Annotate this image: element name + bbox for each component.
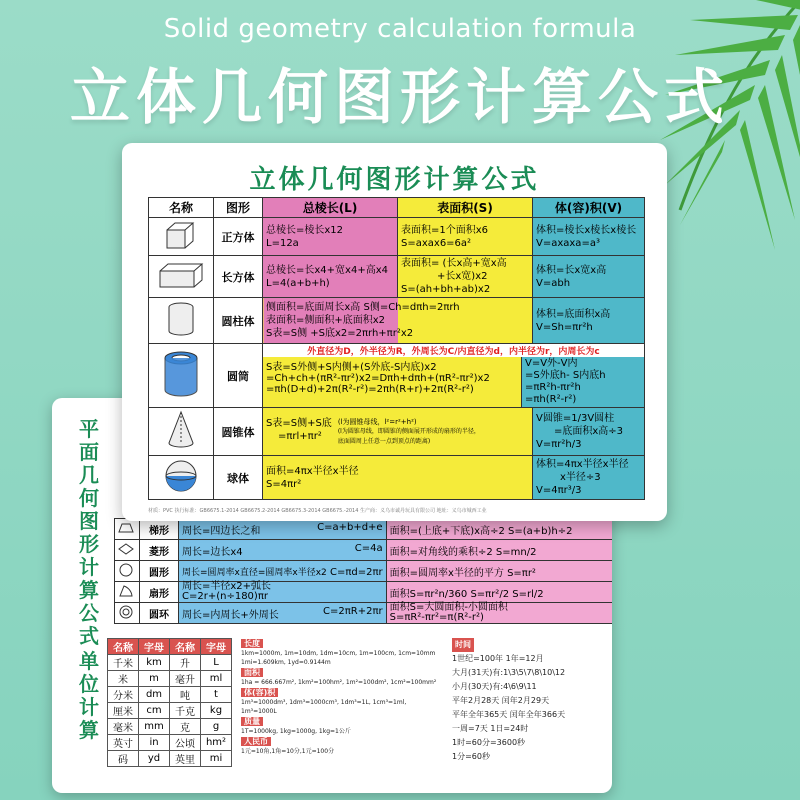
vertical-title-plane: [74, 418, 104, 648]
volume-line: 1m³=1000L: [241, 708, 277, 715]
shape-name: 圆柱体: [214, 298, 263, 344]
sector-icon: [115, 582, 140, 603]
cone-formula-note: [338, 417, 480, 447]
unit-conversion-column: [241, 638, 441, 756]
shape-name: 梯形: [140, 519, 179, 540]
vertical-title-plane-text: 平面几何图形计算公式: [79, 417, 99, 648]
unit-letter: g: [201, 719, 232, 735]
time-column: [452, 638, 602, 764]
formula-line: 体积=底面积x高: [536, 308, 611, 320]
table-row: [108, 671, 232, 687]
cube-icon: [149, 218, 214, 256]
table-header-row: [149, 198, 645, 218]
cone-formula-wrap: [266, 417, 529, 447]
formula-line: V圆锥=1/3V圆柱: [536, 413, 615, 424]
front-card-footer: 材质：PVC 执行标准：GB6675.1-2014 GB6675.2-2014 GB6675.3-2014 GB6675.-2014 生产商：义乌市诚丹玩具有限公司 地址：义乌市城西工业: [148, 508, 487, 514]
formula-note-line: (l为圆锥母线，l²=r²+h²): [337, 417, 417, 426]
shape-name: 长方体: [214, 256, 263, 298]
perimeter-formula: C=2πR+2πr: [323, 605, 383, 617]
volume-cell: [533, 256, 645, 298]
area-cell: [386, 582, 612, 603]
formula-line: 总棱长=长x4+宽x4+高x4: [266, 264, 388, 276]
time-line: 平年2月28天 闰年2月29天: [452, 696, 550, 705]
rhombus-icon: [115, 540, 140, 561]
area-text: 面积S=πr²n/360: [389, 588, 468, 600]
area-formula: S=πr²: [507, 567, 536, 579]
shape-name: 正方体: [214, 218, 263, 256]
area-formula: S=πr²/2 S=rl/2: [470, 588, 544, 600]
cuboid-icon: [149, 256, 214, 298]
area-cell: [386, 519, 612, 540]
unit-letter: L: [201, 655, 232, 671]
header-surface-area: 表面积(S): [398, 198, 533, 218]
table-row: [115, 540, 613, 561]
area-cell: [386, 603, 612, 624]
unit-name: 米: [108, 671, 139, 687]
formula-line: =S外底h- S内底h: [525, 370, 606, 381]
table-row: [115, 603, 613, 624]
unit-name: 升: [170, 655, 201, 671]
banner-title-chinese: 立体几何图形计算公式: [70, 63, 730, 133]
table-row: [108, 655, 232, 671]
unit-table: [107, 638, 232, 767]
table-row: [149, 408, 645, 456]
area-formula: S=(a+b)h÷2: [508, 525, 573, 537]
formula-line: 总棱长=棱长x12: [266, 224, 344, 236]
formula-line: S=4πr²: [266, 478, 302, 490]
area-text: 面积=对角线的乘积÷2: [389, 546, 493, 558]
vertical-title-units: [74, 650, 104, 742]
header-shape: 图形: [214, 198, 263, 218]
unit-name: 千米: [108, 655, 139, 671]
front-card-solid-geometry: [122, 143, 667, 521]
time-line: 1分=60秒: [452, 752, 490, 761]
volume-tag: 体(容)积: [241, 688, 278, 697]
volume-cell: [533, 298, 645, 344]
tube-icon: [149, 344, 214, 408]
unit-name: 千克: [170, 703, 201, 719]
formula-line: =πh(R²-r²): [525, 394, 577, 405]
table-row: [115, 561, 613, 582]
formula-line: 面积=4πx半径x半径: [266, 465, 359, 477]
table-row: [108, 703, 232, 719]
unit-name: 克: [170, 719, 201, 735]
formula-line: S表=S侧 +S底x2=2πrh+πr²x2: [266, 328, 414, 339]
table-header-row: [108, 639, 232, 655]
mass-tag: 质量: [241, 717, 263, 726]
unit-letter: dm: [139, 687, 170, 703]
plane-formula-table: [114, 518, 612, 624]
perimeter-formula: C=2r+(n÷180)πr: [182, 591, 268, 602]
formula-line: V=4πr³/3: [536, 485, 582, 496]
formula-line: +长x宽)x2: [437, 271, 488, 282]
formula-line: V=abh: [536, 277, 571, 289]
shape-name: 球体: [214, 456, 263, 500]
perimeter-formula: C=πd=2πr: [329, 566, 383, 578]
perimeter-cell: [179, 582, 387, 603]
time-line: 一周=7天 1日=24时: [452, 724, 529, 733]
formula-line: S表=S侧+S底: [266, 417, 332, 429]
formula-line: =Ch+ch+(πR²-πr²)x2=Dπh+dπh+(πR²-πr²)x2: [266, 373, 490, 384]
currency-line: 1元=10角,1角=10分,1元=100分: [241, 748, 335, 755]
header-cell: 字母: [201, 639, 232, 655]
unit-letter: mi: [201, 751, 232, 767]
currency-section: [241, 736, 441, 756]
mass-section: [241, 716, 441, 736]
mass-line: 1T=1000kg, 1kg=1000g, 1kg=1公斤: [241, 728, 351, 735]
table-row: [149, 344, 645, 408]
edge-length-cell: [263, 218, 398, 256]
perimeter-cell: [179, 519, 387, 540]
trapezoid-icon: [115, 519, 140, 540]
time-line: 1世纪=100年 1年=12月: [452, 654, 544, 663]
header-edge-length: 总棱长(L): [263, 198, 398, 218]
table-row: [149, 256, 645, 298]
perimeter-cell: [179, 603, 387, 624]
volume-cell: [521, 357, 644, 407]
surface-area-cell: [263, 456, 533, 500]
time-line: 小月(30天)有:4\6\9\11: [452, 682, 537, 691]
unit-letter: kg: [201, 703, 232, 719]
vertical-title-units-text: 单位计算: [79, 649, 99, 742]
unit-letter: cm: [139, 703, 170, 719]
area-line: 1ha = 666.667m², 1km²=100hm², 1m²=100dm², 1cm²=100mm²: [241, 679, 437, 686]
formula-line: S=axax6=6a²: [401, 237, 472, 249]
area-text: 面积=(上底+下底)x高÷2: [389, 525, 505, 537]
formula-line: =πR²h-πr²h: [525, 382, 581, 393]
perimeter-text: 周长=半径x2+弧长: [182, 581, 272, 592]
surface-area-cell: [263, 357, 521, 407]
header-cell: 名称: [108, 639, 139, 655]
formula-line: 表面积=1个面积x6: [401, 224, 489, 236]
unit-letter: t: [201, 687, 232, 703]
formula-line: L=12a: [266, 237, 299, 249]
shape-name: 圆筒: [214, 344, 263, 408]
unit-name: 毫米: [108, 719, 139, 735]
area-formula: S=mn/2: [495, 546, 537, 558]
formula-line: V=Sh=πr²h: [536, 321, 593, 333]
table-row: [108, 735, 232, 751]
formula-note-line: 底面圆周上任意一点到顶点的距离): [337, 437, 431, 445]
banner-title-english: Solid geometry calculation formula: [163, 14, 637, 44]
formula-line: 体积=4πx半径x半径: [536, 459, 629, 470]
cone-icon: [149, 408, 214, 456]
formula-line: S=(ah+bh+ab)x2: [401, 284, 491, 295]
surface-area-cell: [398, 218, 533, 256]
time-line: 平年全年365天 闰年全年366天: [452, 710, 566, 719]
shape-name: 圆形: [140, 561, 179, 582]
surface-area-cell: [263, 408, 533, 456]
area-text: 面积=圆周率x半径的平方: [389, 567, 504, 579]
area-section: [241, 667, 441, 687]
area-cell: [386, 540, 612, 561]
perimeter-text: 周长=圆周率x直径=圆周率x半径x2: [182, 567, 327, 578]
annulus-icon: [115, 603, 140, 624]
formula-line: V=V外-V内: [525, 358, 578, 369]
shape-name: 圆锥体: [214, 408, 263, 456]
volume-cell: [533, 408, 645, 456]
area-tag: 面积: [241, 668, 263, 677]
table-row: [108, 751, 232, 767]
surface-area-cell: [398, 256, 533, 298]
formula-line: 表面积=侧面积+底面积x2: [266, 315, 386, 326]
unit-letter: m: [139, 671, 170, 687]
area-text: 面积S=大圆面积-小圆面积: [389, 602, 508, 613]
perimeter-text: 周长=边长x4: [182, 546, 243, 558]
header-cell: 字母: [139, 639, 170, 655]
length-section: [241, 638, 441, 667]
cylinder-icon: [149, 298, 214, 344]
tube-formula-cell: [263, 344, 645, 408]
time-line: 大月(31天)有:1\3\5\7\8\10\12: [452, 668, 566, 677]
unit-name: 英寸: [108, 735, 139, 751]
unit-letter: in: [139, 735, 170, 751]
time-line: 1时=60分=3600秒: [452, 738, 526, 747]
unit-name: 码: [108, 751, 139, 767]
formula-line: 侧面积=底面周长x高 S侧=Ch=dπh=2πrh: [266, 302, 460, 313]
unit-letter: km: [139, 655, 170, 671]
circle-icon: [115, 561, 140, 582]
volume-line: 1m³=1000dm³, 1dm³=1000cm³, 1dm³=1L, 1cm³=1ml,: [241, 699, 407, 706]
table-row: [149, 456, 645, 500]
sphere-icon: [149, 456, 214, 500]
area-formula: S=πR²-πr²=π(R²-r²): [389, 612, 484, 623]
length-line: 1km=1000m, 1m=10dm, 1dm=10cm, 1m=100cm, 1cm=10mm: [241, 650, 436, 657]
formula-line: V=πr²h/3: [536, 439, 582, 450]
currency-tag: 人民币: [241, 737, 271, 746]
solid-formula-table: [148, 197, 645, 500]
area-cell: [386, 561, 612, 582]
formula-line: V=axaxa=a³: [536, 237, 600, 249]
table-row: [108, 719, 232, 735]
shape-name: 菱形: [140, 540, 179, 561]
perimeter-text: 周长=四边长之和: [182, 525, 261, 537]
perimeter-formula: C=4a: [354, 542, 383, 554]
unit-letter: mm: [139, 719, 170, 735]
unit-name: 分米: [108, 687, 139, 703]
table-row: [149, 298, 645, 344]
unit-name: 厘米: [108, 703, 139, 719]
table-row: [108, 687, 232, 703]
formula-line: x半径÷3: [560, 472, 601, 483]
header-volume: 体(容)积(V): [533, 198, 645, 218]
length-tag: 长度: [241, 639, 263, 648]
table-row: [149, 218, 645, 256]
front-card-title: 立体几何图形计算公式: [249, 165, 540, 195]
formula-note-line: (l为圆锥母线，即圆锥的侧面展开形成的扇形的半径，: [337, 427, 480, 435]
unit-name: 英里: [170, 751, 201, 767]
surface-area-cell: [263, 298, 533, 344]
formula-line: =底面积x高÷3: [554, 426, 624, 437]
formula-line: L=4(a+b+h): [266, 277, 330, 289]
table-row: [115, 519, 613, 540]
volume-section: [241, 687, 441, 716]
perimeter-formula: C=a+b+d+e: [317, 521, 383, 533]
tube-formula-body: [263, 357, 644, 407]
perimeter-cell: [179, 540, 387, 561]
unit-name: 公顷: [170, 735, 201, 751]
formula-line: 体积=棱长x棱长x棱长: [536, 224, 637, 236]
formula-line: =πh(D+d)+2π(R²-r²)=2πh(R+r)+2π(R²-r²): [266, 384, 474, 395]
formula-line: 体积=长x宽x高: [536, 264, 607, 276]
table-row: [115, 582, 613, 603]
unit-name: 毫升: [170, 671, 201, 687]
perimeter-cell: [179, 561, 387, 582]
length-line: 1mi=1.609km, 1yd=0.9144m: [241, 659, 331, 666]
time-tag: 时间: [452, 638, 474, 652]
volume-cell: [533, 218, 645, 256]
shape-name: 扇形: [140, 582, 179, 603]
header-name: 名称: [149, 198, 214, 218]
volume-cell: [533, 456, 645, 500]
formula-line: =πrl+πr²: [278, 430, 322, 442]
header-cell: 名称: [170, 639, 201, 655]
tube-note: 外直径为D，外半径为R，外周长为C/内直径为d，内半径为r，内周长为c: [263, 344, 644, 357]
formula-line: 表面积= (长x高+宽x高: [401, 258, 507, 269]
cone-formula-main: [266, 417, 332, 447]
unit-name: 吨: [170, 687, 201, 703]
formula-line: S表=S外侧+S内侧+(S外底-S内底)x2: [266, 362, 437, 373]
unit-letter: hm²: [201, 735, 232, 751]
shape-name: 圆环: [140, 603, 179, 624]
perimeter-text: 周长=内周长+外周长: [182, 609, 279, 621]
unit-letter: yd: [139, 751, 170, 767]
edge-length-cell: [263, 256, 398, 298]
unit-letter: ml: [201, 671, 232, 687]
